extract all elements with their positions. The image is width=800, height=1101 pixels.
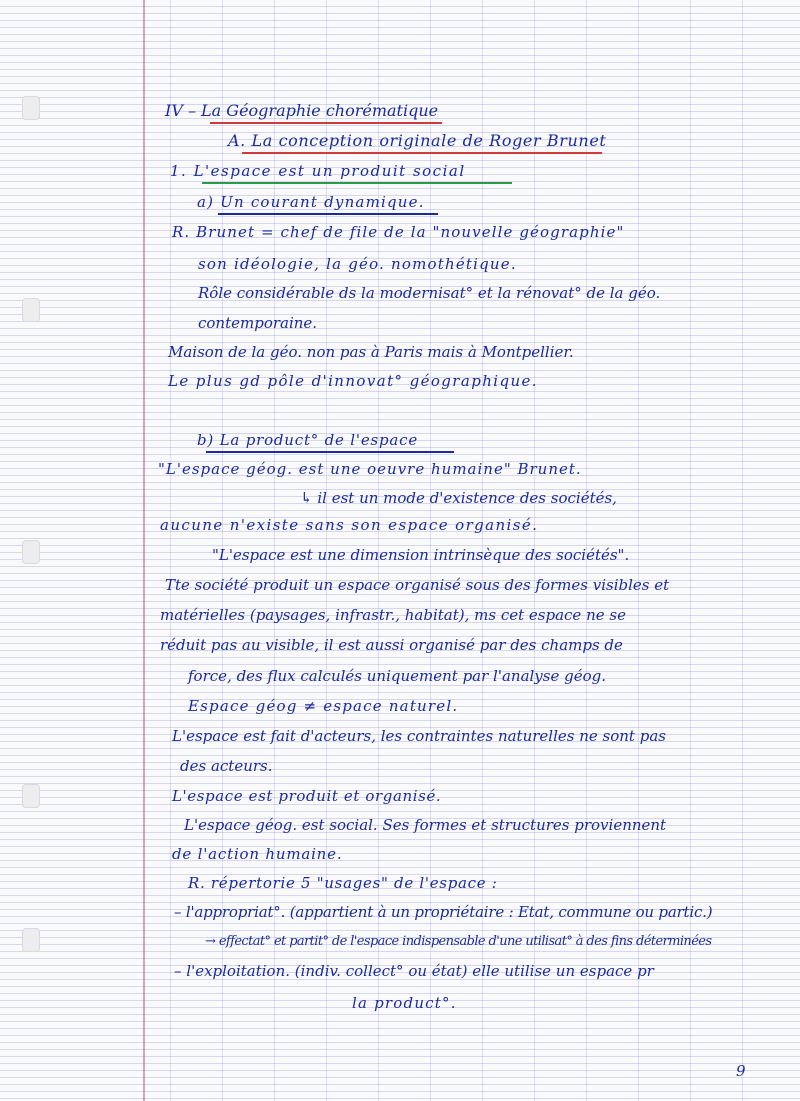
text-line: la product°. — [352, 994, 457, 1012]
heading-main-underline — [210, 122, 442, 124]
text-line: L'espace est fait d'acteurs, les contraintes naturelles ne sont pas — [172, 727, 666, 745]
text-line: – l'exploitation. (indiv. collect° ou état) elle utilise un espace pr — [174, 962, 654, 980]
heading-1-underline — [202, 182, 512, 184]
page-number: 9 — [736, 1062, 746, 1080]
text-line: Tte société produit un espace organisé sous des formes visibles et — [165, 576, 670, 594]
heading-a-underline — [242, 152, 602, 154]
text-line: matérielles (paysages, infrastr., habitat), ms cet espace ne se — [160, 606, 626, 624]
binder-hole — [22, 298, 40, 322]
text-line: force, des flux calculés uniquement par l'analyse géog. — [188, 667, 607, 685]
text-line: Rôle considérable ds la modernisat° et la rénovat° de la géo. — [198, 284, 661, 302]
text-line: – l'appropriat°. (appartient à un propriétaire : Etat, commune ou partic.) — [174, 903, 713, 921]
text-line: contemporaine. — [198, 314, 318, 332]
text-line: de l'action humaine. — [172, 845, 343, 863]
margin-line — [143, 0, 145, 1101]
text-line: aucune n'existe sans son espace organisé. — [160, 516, 539, 534]
text-line: Maison de la géo. non pas à Paris mais à Montpellier. — [168, 343, 574, 361]
binder-hole — [22, 928, 40, 952]
binder-hole — [22, 540, 40, 564]
text-line: Espace géog ≠ espace naturel. — [188, 697, 459, 715]
heading-a: A. La conception originale de Roger Brunet — [228, 131, 607, 150]
text-line: L'espace géog. est social. Ses formes et structures proviennent — [184, 816, 667, 834]
text-line: Le plus gd pôle d'innovat° géographique. — [168, 372, 538, 390]
text-line: R. Brunet = chef de file de la "nouvelle géographie" — [172, 223, 625, 241]
text-line: réduit pas au visible, il est aussi organisé par des champs de — [160, 636, 623, 654]
binder-hole — [22, 784, 40, 808]
grid-line — [742, 0, 743, 1101]
text-line: → effectat° et partit° de l'espace indispensable d'une utilisat° à des fins déterminées — [205, 934, 712, 949]
text-line: ↳ il est un mode d'existence des sociétés, — [300, 489, 617, 507]
text-line: "L'espace est une dimension intrinsèque des sociétés". — [212, 546, 630, 564]
heading-b-underline — [206, 451, 454, 453]
text-line: "L'espace géog. est une oeuvre humaine" Brunet. — [158, 460, 582, 478]
heading-b: b) La product° de l'espace — [197, 431, 419, 449]
heading-a-sub-underline — [218, 213, 438, 215]
heading-1: 1. L'espace est un produit social — [170, 162, 466, 180]
heading-a-sub: a) Un courant dynamique. — [197, 193, 425, 211]
binder-hole — [22, 96, 40, 120]
text-line: L'espace est produit et organisé. — [172, 787, 442, 805]
text-line: R. répertorie 5 "usages" de l'espace : — [188, 874, 498, 892]
text-line: son idéologie, la géo. nomothétique. — [198, 255, 517, 273]
heading-main: IV – La Géographie chorématique — [165, 101, 439, 120]
text-line: des acteurs. — [180, 757, 273, 775]
